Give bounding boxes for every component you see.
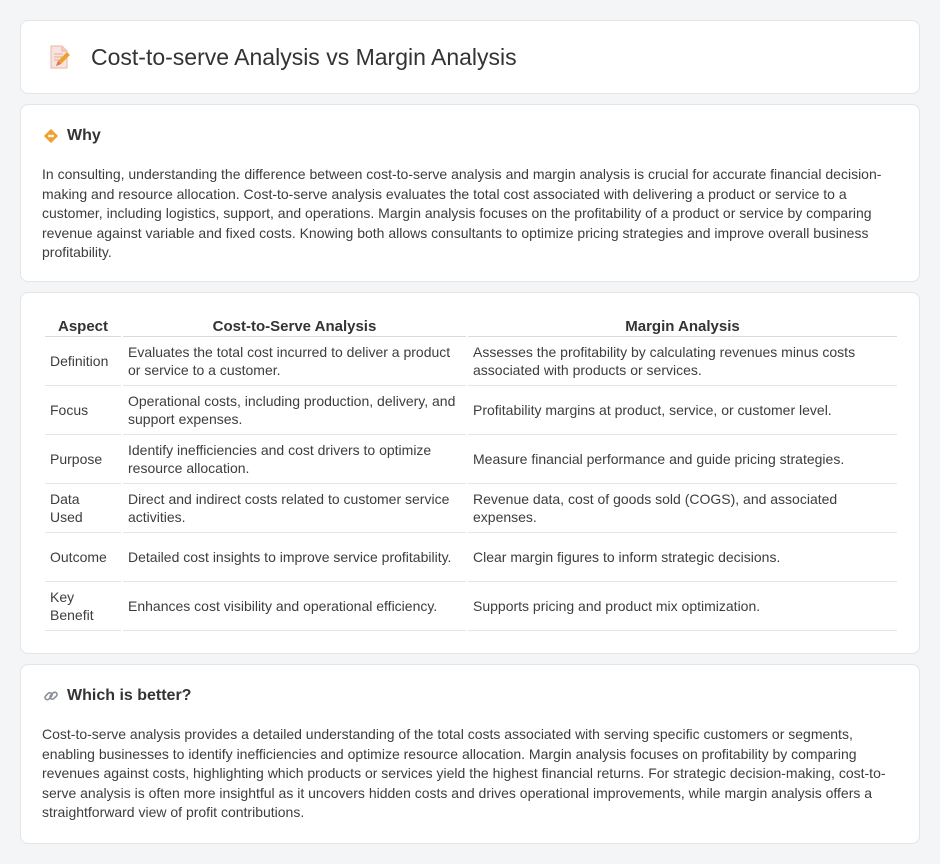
row-margin: Assesses the profitability by calculating revenues minus costs associated with products or services. bbox=[468, 337, 897, 386]
row-margin: Profitability margins at product, service, or customer level. bbox=[468, 386, 897, 435]
diamond-sign-icon bbox=[43, 128, 59, 144]
title-wrap bbox=[45, 43, 517, 71]
title-card bbox=[20, 20, 920, 94]
better-body: Cost-to-serve analysis provides a detailed understanding of the total costs associated with serving specific customers or segments, enabling businesses to identify inefficiencies and optimize resource allocation. Margin analysis focuses on profitability by comparing revenues against costs, highlighting which products or services yield the highest financial returns. For strategic decision-making, cost-to-serve analysis is often more insightful as it uncovers hidden costs and drives operational improvements, while margin analysis offers a straightforward view of profit contributions. bbox=[42, 726, 886, 820]
page-title: Cost-to-serve Analysis vs Margin Analysis bbox=[91, 43, 517, 70]
why-title: Why bbox=[67, 127, 101, 144]
row-cost-to-serve: Detailed cost insights to improve service profitability. bbox=[123, 533, 466, 582]
table-row bbox=[45, 533, 897, 582]
table-row bbox=[45, 386, 897, 435]
better-card bbox=[20, 664, 920, 844]
row-cost-to-serve: Identify inefficiencies and cost drivers to optimize resource allocation. bbox=[123, 435, 466, 484]
table-row bbox=[45, 337, 897, 386]
table-row bbox=[45, 435, 897, 484]
row-aspect: Definition bbox=[45, 337, 121, 386]
header-margin: Margin Analysis bbox=[468, 317, 897, 337]
header-cost-to-serve: Cost-to-Serve Analysis bbox=[123, 317, 466, 337]
table-row bbox=[45, 582, 897, 631]
why-body: In consulting, understanding the difference between cost-to-serve analysis and margin analysis is crucial for accurate financial decision-making and resource allocation. Cost-to-serve analysis evaluates the total cost associated with delivering a product or service to a customer, including logistics, support, and operations. Margin analysis focuses on the profitability of a product or service by comparing revenue against variable and fixed costs. Knowing both allows consultants to optimize pricing strategies and improve overall business profitability. bbox=[42, 166, 882, 260]
row-margin: Revenue data, cost of goods sold (COGS), and associated expenses. bbox=[468, 484, 897, 533]
row-aspect: Key Benefit bbox=[45, 582, 121, 631]
better-heading bbox=[43, 687, 191, 705]
document-pencil-icon bbox=[45, 43, 73, 71]
row-cost-to-serve: Operational costs, including production, delivery, and support expenses. bbox=[123, 386, 466, 435]
row-margin: Clear margin figures to inform strategic decisions. bbox=[468, 533, 897, 582]
comparison-table bbox=[43, 317, 899, 631]
comparison-card bbox=[20, 292, 920, 654]
row-cost-to-serve: Evaluates the total cost incurred to deliver a product or service to a customer. bbox=[123, 337, 466, 386]
why-heading bbox=[43, 127, 101, 145]
better-title: Which is better? bbox=[67, 687, 192, 704]
table-row bbox=[45, 484, 897, 533]
row-margin: Measure financial performance and guide pricing strategies. bbox=[468, 435, 897, 484]
row-aspect: Purpose bbox=[45, 435, 121, 484]
row-cost-to-serve: Direct and indirect costs related to customer service activities. bbox=[123, 484, 466, 533]
table-header-row bbox=[45, 317, 897, 337]
row-margin: Supports pricing and product mix optimization. bbox=[468, 582, 897, 631]
why-card bbox=[20, 104, 920, 282]
link-icon bbox=[43, 688, 59, 704]
row-aspect: Focus bbox=[45, 386, 121, 435]
row-cost-to-serve: Enhances cost visibility and operational efficiency. bbox=[123, 582, 466, 631]
header-aspect: Aspect bbox=[45, 317, 121, 337]
row-aspect: Outcome bbox=[45, 533, 121, 582]
row-aspect: Data Used bbox=[45, 484, 121, 533]
